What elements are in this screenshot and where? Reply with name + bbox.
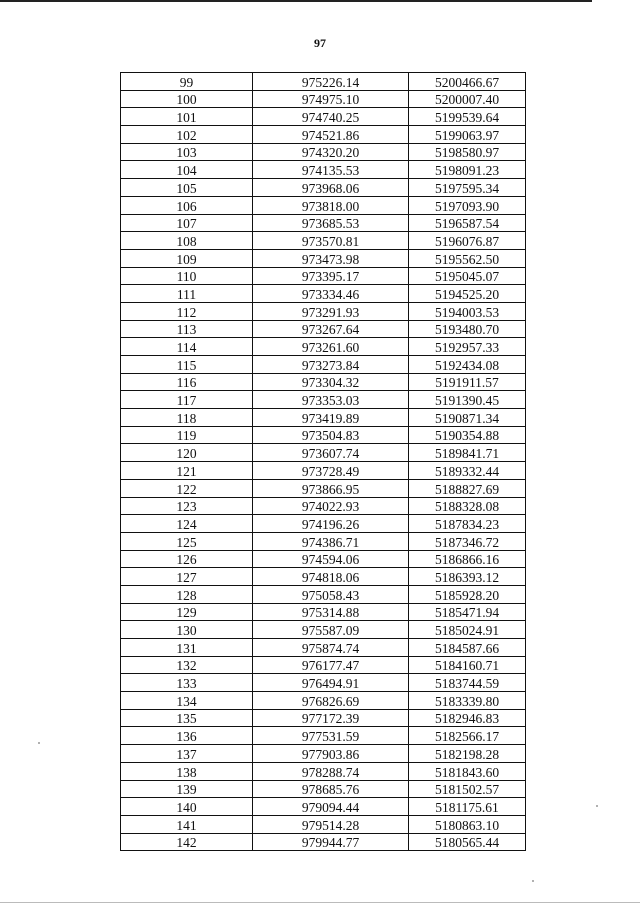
x-coordinate-cell: 973267.64 — [253, 320, 409, 338]
point-number-cell: 115 — [121, 356, 253, 374]
x-coordinate-cell: 973353.03 — [253, 391, 409, 409]
y-coordinate-cell: 5197595.34 — [409, 179, 526, 197]
point-number-cell: 116 — [121, 373, 253, 391]
y-coordinate-cell: 5185024.91 — [409, 621, 526, 639]
x-coordinate-cell: 975587.09 — [253, 621, 409, 639]
table-row — [121, 674, 526, 692]
y-coordinate-cell: 5191390.45 — [409, 391, 526, 409]
x-coordinate-cell: 979944.77 — [253, 833, 409, 851]
point-number-cell: 125 — [121, 532, 253, 550]
scan-speck — [532, 880, 534, 882]
y-coordinate-cell: 5181502.57 — [409, 780, 526, 798]
y-coordinate-cell: 5182198.28 — [409, 745, 526, 763]
point-number-cell: 134 — [121, 692, 253, 710]
table-row — [121, 179, 526, 197]
point-number-cell: 139 — [121, 780, 253, 798]
y-coordinate-cell: 5188827.69 — [409, 479, 526, 497]
point-number-cell: 101 — [121, 108, 253, 126]
point-number-cell: 126 — [121, 550, 253, 568]
point-number-cell: 133 — [121, 674, 253, 692]
y-coordinate-cell: 5189332.44 — [409, 462, 526, 480]
x-coordinate-cell: 976177.47 — [253, 656, 409, 674]
x-coordinate-cell: 973261.60 — [253, 338, 409, 356]
y-coordinate-cell: 5191911.57 — [409, 373, 526, 391]
table-row — [121, 798, 526, 816]
table-row — [121, 709, 526, 727]
x-coordinate-cell: 974740.25 — [253, 108, 409, 126]
point-number-cell: 121 — [121, 462, 253, 480]
table-row — [121, 515, 526, 533]
y-coordinate-cell: 5187834.23 — [409, 515, 526, 533]
point-number-cell: 110 — [121, 267, 253, 285]
table-row — [121, 285, 526, 303]
page-number: 97 — [314, 36, 326, 50]
x-coordinate-cell: 973866.95 — [253, 479, 409, 497]
point-number-cell: 141 — [121, 815, 253, 833]
table-row — [121, 338, 526, 356]
point-number-cell: 120 — [121, 444, 253, 462]
point-number-cell: 106 — [121, 196, 253, 214]
x-coordinate-cell: 973728.49 — [253, 462, 409, 480]
point-number-cell: 113 — [121, 320, 253, 338]
table-row — [121, 196, 526, 214]
y-coordinate-cell: 5185928.20 — [409, 585, 526, 603]
y-coordinate-cell: 5186866.16 — [409, 550, 526, 568]
table-row — [121, 532, 526, 550]
x-coordinate-cell: 975226.14 — [253, 73, 409, 91]
point-number-cell: 140 — [121, 798, 253, 816]
x-coordinate-cell: 973473.98 — [253, 249, 409, 267]
point-number-cell: 108 — [121, 232, 253, 250]
point-number-cell: 112 — [121, 302, 253, 320]
x-coordinate-cell: 974594.06 — [253, 550, 409, 568]
table-row — [121, 550, 526, 568]
point-number-cell: 99 — [121, 73, 253, 91]
x-coordinate-cell: 975058.43 — [253, 585, 409, 603]
x-coordinate-cell: 978288.74 — [253, 762, 409, 780]
y-coordinate-cell: 5190871.34 — [409, 409, 526, 427]
point-number-cell: 103 — [121, 143, 253, 161]
table-row — [121, 462, 526, 480]
x-coordinate-cell: 974320.20 — [253, 143, 409, 161]
x-coordinate-cell: 973968.06 — [253, 179, 409, 197]
point-number-cell: 109 — [121, 249, 253, 267]
point-number-cell: 124 — [121, 515, 253, 533]
table-row — [121, 90, 526, 108]
table-row — [121, 639, 526, 657]
table-row — [121, 762, 526, 780]
y-coordinate-cell: 5194003.53 — [409, 302, 526, 320]
x-coordinate-cell: 978685.76 — [253, 780, 409, 798]
y-coordinate-cell: 5195045.07 — [409, 267, 526, 285]
table-row — [121, 426, 526, 444]
x-coordinate-cell: 973570.81 — [253, 232, 409, 250]
x-coordinate-cell: 974196.26 — [253, 515, 409, 533]
point-number-cell: 130 — [121, 621, 253, 639]
table-row — [121, 108, 526, 126]
y-coordinate-cell: 5188328.08 — [409, 497, 526, 515]
table-row — [121, 568, 526, 586]
table-row — [121, 479, 526, 497]
y-coordinate-cell: 5181843.60 — [409, 762, 526, 780]
point-number-cell: 117 — [121, 391, 253, 409]
scan-speck — [38, 742, 40, 744]
x-coordinate-cell: 973419.89 — [253, 409, 409, 427]
y-coordinate-cell: 5192434.08 — [409, 356, 526, 374]
table-row — [121, 267, 526, 285]
x-coordinate-cell: 975874.74 — [253, 639, 409, 657]
point-number-cell: 119 — [121, 426, 253, 444]
bottom-border-line — [0, 902, 640, 903]
y-coordinate-cell: 5198091.23 — [409, 161, 526, 179]
point-number-cell: 137 — [121, 745, 253, 763]
point-number-cell: 104 — [121, 161, 253, 179]
table-row — [121, 656, 526, 674]
point-number-cell: 132 — [121, 656, 253, 674]
point-number-cell: 142 — [121, 833, 253, 851]
y-coordinate-cell: 5183339.80 — [409, 692, 526, 710]
x-coordinate-cell: 974818.06 — [253, 568, 409, 586]
y-coordinate-cell: 5199539.64 — [409, 108, 526, 126]
y-coordinate-cell: 5192957.33 — [409, 338, 526, 356]
x-coordinate-cell: 973818.00 — [253, 196, 409, 214]
table-row — [121, 73, 526, 91]
x-coordinate-cell: 973304.32 — [253, 373, 409, 391]
point-number-cell: 127 — [121, 568, 253, 586]
table-row — [121, 815, 526, 833]
y-coordinate-cell: 5182946.83 — [409, 709, 526, 727]
point-number-cell: 122 — [121, 479, 253, 497]
y-coordinate-cell: 5181175.61 — [409, 798, 526, 816]
table-row — [121, 214, 526, 232]
point-number-cell: 102 — [121, 126, 253, 144]
x-coordinate-cell: 979514.28 — [253, 815, 409, 833]
x-coordinate-cell: 974022.93 — [253, 497, 409, 515]
point-number-cell: 135 — [121, 709, 253, 727]
point-number-cell: 105 — [121, 179, 253, 197]
x-coordinate-cell: 973685.53 — [253, 214, 409, 232]
y-coordinate-cell: 5189841.71 — [409, 444, 526, 462]
point-number-cell: 138 — [121, 762, 253, 780]
x-coordinate-cell: 975314.88 — [253, 603, 409, 621]
point-number-cell: 118 — [121, 409, 253, 427]
x-coordinate-cell: 974975.10 — [253, 90, 409, 108]
y-coordinate-cell: 5195562.50 — [409, 249, 526, 267]
point-number-cell: 114 — [121, 338, 253, 356]
x-coordinate-cell: 979094.44 — [253, 798, 409, 816]
table-row — [121, 780, 526, 798]
point-number-cell: 136 — [121, 727, 253, 745]
top-border-line — [0, 0, 592, 2]
y-coordinate-cell: 5184160.71 — [409, 656, 526, 674]
point-number-cell: 111 — [121, 285, 253, 303]
x-coordinate-cell: 973504.83 — [253, 426, 409, 444]
y-coordinate-cell: 5200466.67 — [409, 73, 526, 91]
point-number-cell: 123 — [121, 497, 253, 515]
x-coordinate-cell: 973607.74 — [253, 444, 409, 462]
y-coordinate-cell: 5190354.88 — [409, 426, 526, 444]
table-row — [121, 497, 526, 515]
table-row — [121, 745, 526, 763]
table-row — [121, 444, 526, 462]
x-coordinate-cell: 976826.69 — [253, 692, 409, 710]
point-number-cell: 128 — [121, 585, 253, 603]
y-coordinate-cell: 5198580.97 — [409, 143, 526, 161]
y-coordinate-cell: 5196076.87 — [409, 232, 526, 250]
table-row — [121, 356, 526, 374]
y-coordinate-cell: 5196587.54 — [409, 214, 526, 232]
scan-speck — [596, 805, 598, 807]
y-coordinate-cell: 5180863.10 — [409, 815, 526, 833]
table-row — [121, 302, 526, 320]
table-row — [121, 833, 526, 851]
y-coordinate-cell: 5197093.90 — [409, 196, 526, 214]
table-row — [121, 603, 526, 621]
x-coordinate-cell: 973395.17 — [253, 267, 409, 285]
x-coordinate-cell: 973334.46 — [253, 285, 409, 303]
table-row — [121, 373, 526, 391]
table-row — [121, 232, 526, 250]
x-coordinate-cell: 977172.39 — [253, 709, 409, 727]
point-number-cell: 131 — [121, 639, 253, 657]
y-coordinate-cell: 5183744.59 — [409, 674, 526, 692]
table-row — [121, 320, 526, 338]
table-body — [121, 73, 526, 851]
x-coordinate-cell: 976494.91 — [253, 674, 409, 692]
y-coordinate-cell: 5182566.17 — [409, 727, 526, 745]
point-number-cell: 107 — [121, 214, 253, 232]
coordinates-table — [120, 72, 526, 851]
x-coordinate-cell: 973273.84 — [253, 356, 409, 374]
point-number-cell: 100 — [121, 90, 253, 108]
table-row — [121, 727, 526, 745]
table-row — [121, 143, 526, 161]
table-row — [121, 249, 526, 267]
table-row — [121, 692, 526, 710]
table-row — [121, 161, 526, 179]
y-coordinate-cell: 5185471.94 — [409, 603, 526, 621]
x-coordinate-cell: 977531.59 — [253, 727, 409, 745]
y-coordinate-cell: 5187346.72 — [409, 532, 526, 550]
y-coordinate-cell: 5184587.66 — [409, 639, 526, 657]
x-coordinate-cell: 974521.86 — [253, 126, 409, 144]
table-row — [121, 585, 526, 603]
table-row — [121, 621, 526, 639]
y-coordinate-cell: 5186393.12 — [409, 568, 526, 586]
x-coordinate-cell: 974386.71 — [253, 532, 409, 550]
table-row — [121, 391, 526, 409]
y-coordinate-cell: 5180565.44 — [409, 833, 526, 851]
point-number-cell: 129 — [121, 603, 253, 621]
x-coordinate-cell: 974135.53 — [253, 161, 409, 179]
y-coordinate-cell: 5200007.40 — [409, 90, 526, 108]
y-coordinate-cell: 5193480.70 — [409, 320, 526, 338]
x-coordinate-cell: 977903.86 — [253, 745, 409, 763]
table-row — [121, 409, 526, 427]
x-coordinate-cell: 973291.93 — [253, 302, 409, 320]
y-coordinate-cell: 5194525.20 — [409, 285, 526, 303]
table-row — [121, 126, 526, 144]
y-coordinate-cell: 5199063.97 — [409, 126, 526, 144]
